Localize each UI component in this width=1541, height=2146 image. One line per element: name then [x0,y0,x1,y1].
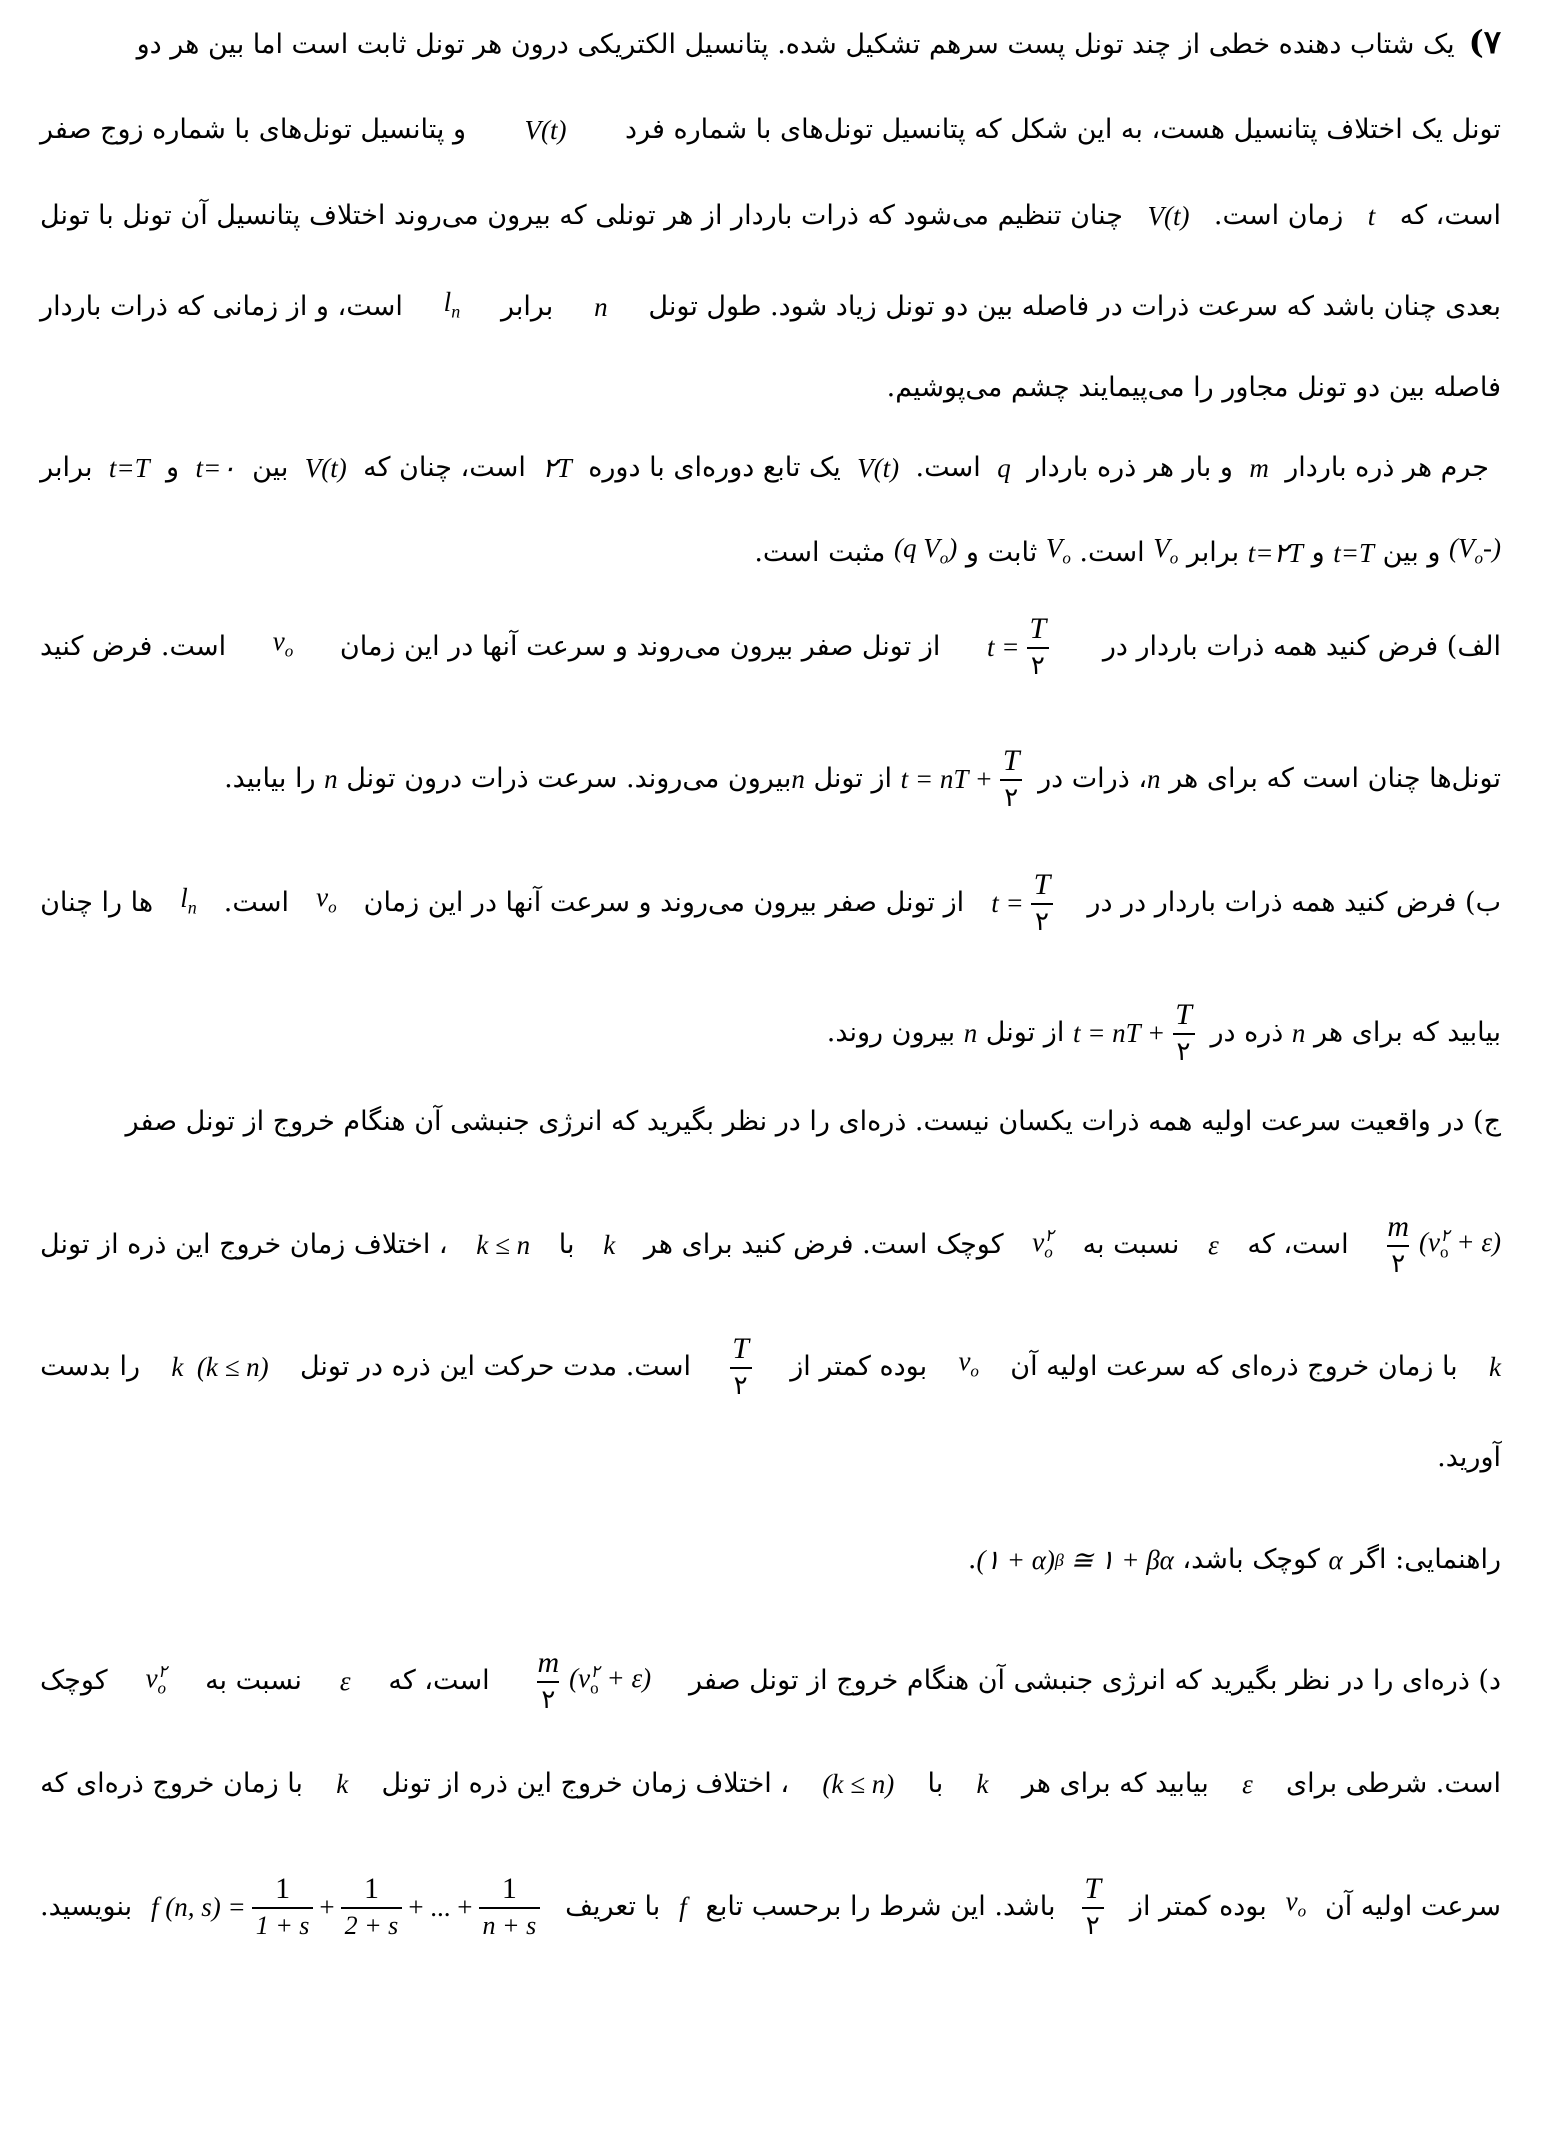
symbol-qV0: (q $V_o$) [893,533,958,568]
symbol-Vt-2: V(t) [1147,201,1190,231]
symbol-n: n [594,291,608,322]
symbol-tT: t=T [108,453,150,483]
part-d-line-3: سرعت اولیه آن $v_o$ بوده کمتر از $\frac{T}{۲}$ باشد. این شرط را برحسب تابع f با تعریف f (n, s) = $\frac{1}{1 + s}$ + $\frac{1}{2 + s}$ + ... + $\frac{1}{n + s}$ بنویسید. [40,1872,1501,1940]
eq-t-half-T: t = $\frac{T}{۲}$ [987,614,1056,679]
symbol-f: f [679,1891,687,1922]
part-c-line-3: k با زمان خروج ذره‌ای که سرعت اولیه آن $v_o$ بوده کمتر از $\frac{T}{۲}$ است. مدت حرکت این ذره در تونل k (k ≤ n) را بدست [40,1332,1501,1400]
symbol-Vt: V(t) [524,115,567,145]
part-a-line-2: تونل‌ها چنان است که برای هر n ، ذرات در t = nT + $\frac{T}{۲}$ از تونل n بیرون می‌روند. سرعت ذرات درون تونل n را بیابید. [224,744,1501,812]
symbol-t: t [1367,201,1376,231]
part-d-line-1: د) ذره‌ای را در نظر بگیرید که انرژی جنبشی آن هنگام خروج از تونل صفر $\frac{m}{۲}$ $(v_o^۲ + \varepsilon)$ است، که ε نسبت به $v_o^۲$ کوچک [40,1646,1501,1714]
eq-kinetic-energy: $\frac{m}{۲}$ $(v_o^۲ + \varepsilon)$ [1387,1210,1501,1278]
eq-t-nT-half: t = nT + $\frac{T}{۲}$ [901,746,1030,811]
intro-line-4a: بعدی چنان باشد که سرعت ذرات در فاصله بین دو تونل زیاد شود. طول تونل [648,290,1501,322]
part-a-line-1: الف) فرض کنید همه ذرات باردار در t = $\frac{T}{۲}$ از تونل صفر بیرون می‌روند و سرعت آنها در این زمان $v_o$ است. فرض کنید [40,612,1501,680]
part-b-line-2: بیابید که برای هر n ذره در t = nT + $\frac{T}{۲}$ از تونل n بیرون روند. [826,998,1501,1066]
intro-line-4b: برابر [500,290,554,322]
part-b-line-1: ب) فرض کنید همه ذرات باردار در در t = $\frac{T}{۲}$ از تونل صفر بیرون می‌روند و سرعت آنها در این زمان $v_o$ است. $l_n$ ها را چنان [40,868,1501,936]
para2-line-1: جرم هر ذره باردار m و بار هر ذره باردار q است. V(t) یک تابع دوره‌ای با دوره ۲T است، چنان که V(t) بین t=۰ و t=T برابر [40,448,1489,488]
symbol-V0: $V_o$ [1153,533,1179,568]
intro-line-4c: است، و از زمانی که ذرات باردار [40,290,403,322]
symbol-k: k [603,1229,616,1260]
symbol-2T: ۲T [542,453,572,483]
para2-line-2: $(-V_o)$ و بین t=T و t=۲T برابر $V_o$ است. $V_o$ ثابت و (q $V_o$) مثبت است. [40,528,1501,578]
problem-line-2 [40,110,1501,150]
part-c-line-2: $\frac{m}{۲}$ $(v_o^۲ + \varepsilon)$ است، که ε نسبت به $v_o^۲$ کوچک است. فرض کنید برای هر k با k ≤ n ، اختلاف زمان خروج این ذره از تونل [40,1210,1501,1278]
hint-formula: (۱ + α) β ≅ ۱ + βα [976,1545,1174,1575]
symbol-negV0: $(-V_o)$ [1449,533,1501,568]
part-c-line-1: ج) در واقعیت سرعت اولیه همه ذرات یکسان نیست. ذره‌ای را در نظر بگیرید که انرژی جنبشی آن هنگام خروج از تونل صفر [125,1106,1501,1137]
symbol-m: m [1249,453,1269,483]
intro-line-3a: است، که [1399,200,1501,231]
problem-number: ۷) [1468,23,1501,61]
intro-line-1: یک شتاب دهنده خطی از چند تونل پست سرهم تشکیل شده. پتانسیل الکتریکی درون هر تونل ثابت است اما بین هر دو [136,29,1455,60]
symbol-q: q [997,453,1011,483]
frac-T-half: $\frac{T}{۲}$ [728,1334,753,1399]
symbol-t2T: t=۲T [1247,538,1303,569]
intro-line-2b: و پتانسیل تونل‌های با شماره زوج صفر [40,114,467,145]
symbol-ln: $l_n$ [443,287,461,322]
intro-line-5: فاصله بین دو تونل مجاور را می‌پیمایند چشم می‌پوشیم. [886,372,1501,403]
problem-line-3 [40,196,1501,236]
intro-line-3c: چنان تنظیم می‌شود که ذرات باردار از هر تونلی که بیرون می‌روند اختلاف پتانسیل آن تونل با تونل [40,200,1123,231]
problem-line-5 [40,368,1501,408]
part-c-hint: راهنمایی: اگر α کوچک باشد، (۱ + α) β ≅ ۱ + βα . [40,1540,1501,1580]
symbol-v0: $v_o$ [272,626,294,661]
problem-line-1 [40,22,1501,65]
part-c-line-4: آورید. [1437,1442,1501,1473]
f-definition: f (n, s) = $\frac{1}{1 + s}$ + $\frac{1}{2 + s}$ + ... + $\frac{1}{n + s}$ [151,1874,546,1939]
symbol-eps: ε [1208,1229,1219,1260]
part-d-line-2: است. شرطی برای ε بیابید که برای هر k با (k ≤ n) ، اختلاف زمان خروج این ذره از تونل k با زمان خروج ذره‌ای که [40,1768,1501,1799]
problem-line-4 [40,282,1501,331]
intro-line-3b: زمان است. [1213,200,1344,231]
symbol-v0sq: $v_o^۲$ [1032,1226,1054,1262]
symbol-alpha: α [1328,1545,1343,1575]
symbol-t0: t=۰ [195,453,236,483]
intro-line-2a: تونل یک اختلاف پتانسیل هست، به این شکل که پتانسیل تونل‌های با شماره فرد [625,114,1501,145]
